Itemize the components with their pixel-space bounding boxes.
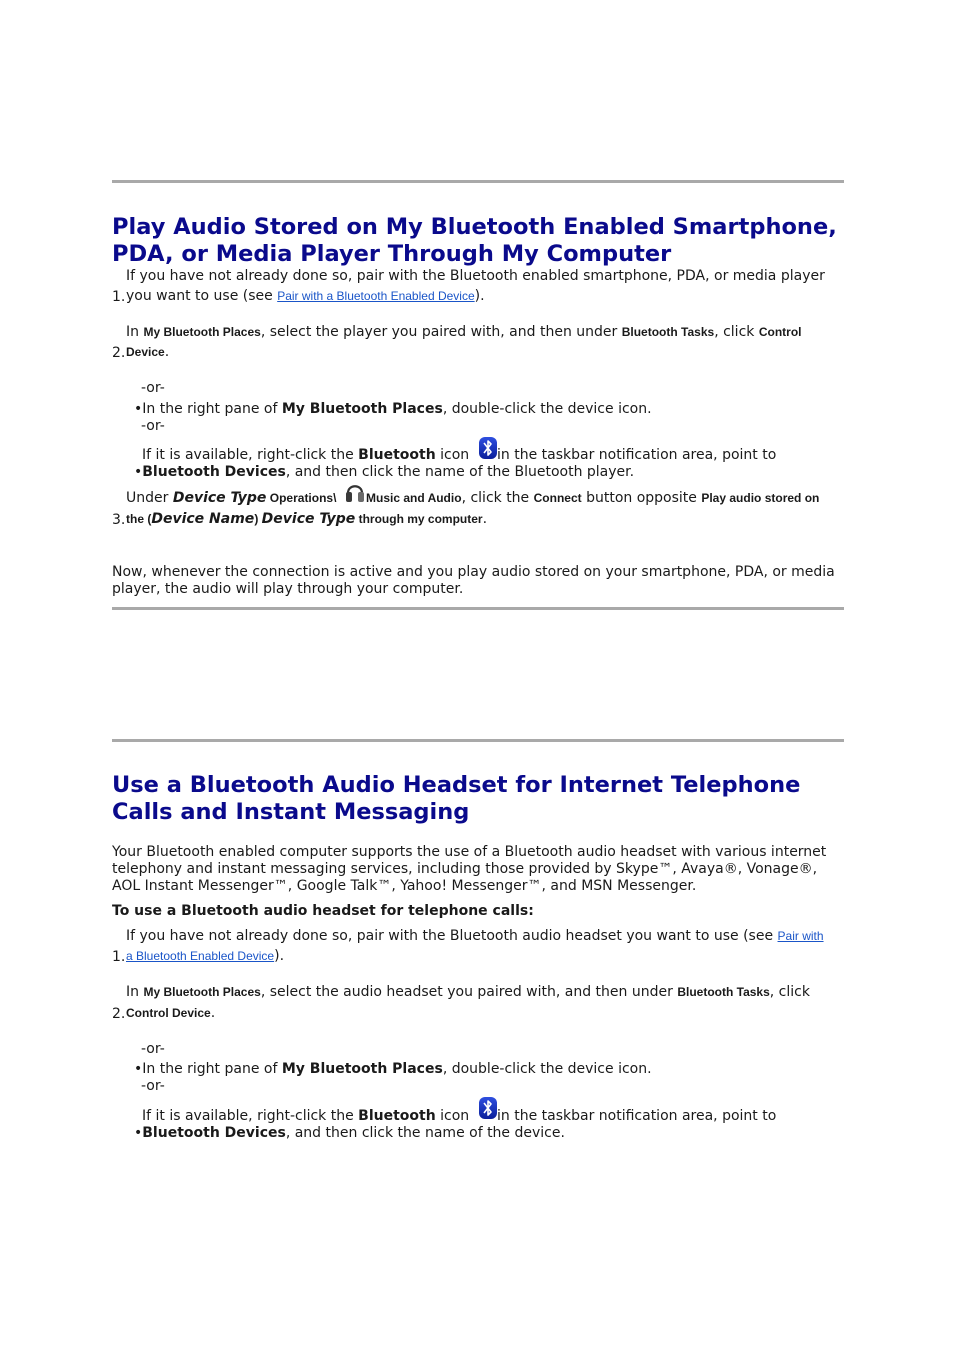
step3-line-a-start: Under Device Type Operations\	[126, 490, 337, 506]
section-title-play-audio: Play Audio Stored on My Bluetooth Enabled Smartphone, PDA, or Media Player Through My Computer	[112, 214, 837, 267]
s2-bullet-taskbar-line-a: If it is available, right-click the Bluetooth icon	[142, 1108, 470, 1124]
step2-line-a: In My Bluetooth Places, select the player you paired with, and then under Bluetooth Tasks, click Control	[126, 324, 802, 340]
bullet-taskbar-line-a-post: in the taskbar notification area, point to	[497, 447, 777, 463]
bullet-taskbar-line-a: If it is available, right-click the Bluetooth icon	[142, 447, 470, 463]
step3-line-a-end: Music and Audio, click the Connect button opposite Play audio stored on	[366, 490, 820, 506]
step1-number: 1.	[112, 289, 126, 305]
s2-bullet-right-pane: •In the right pane of My Bluetooth Places, double-click the device icon.	[134, 1061, 652, 1077]
or-separator: -or-	[141, 380, 165, 396]
or-separator: -or-	[141, 1078, 165, 1094]
s2-step1-line-b: a Bluetooth Enabled Device).	[126, 948, 285, 964]
intro-line-c: AOL Instant Messenger™, Google Talk™, Yahoo! Messenger™, and MSN Messenger.	[112, 878, 697, 894]
pair-device-link[interactable]: a Bluetooth Enabled Device	[126, 949, 275, 963]
or-separator: -or-	[141, 1041, 165, 1057]
pair-device-link[interactable]: Pair with	[777, 929, 824, 943]
step3-number: 3.	[112, 512, 126, 528]
subheading: To use a Bluetooth audio headset for telephone calls:	[112, 903, 534, 919]
or-separator: -or-	[141, 418, 165, 434]
step1-line-a: If you have not already done so, pair with the Bluetooth enabled smartphone, PDA, or media player	[126, 268, 825, 284]
s2-bullet-taskbar-line-b: •Bluetooth Devices, and then click the name of the device.	[134, 1125, 565, 1141]
s2-step1-number: 1.	[112, 949, 126, 965]
top-divider	[112, 180, 844, 183]
step3-line-b: the (Device Name) Device Type through my computer.	[126, 511, 488, 527]
bullet-right-pane: •In the right pane of My Bluetooth Places, double-click the device icon.	[134, 401, 652, 417]
bluetooth-icon	[479, 1097, 497, 1119]
bullet-taskbar-line-b: •Bluetooth Devices, and then click the name of the Bluetooth player.	[134, 464, 635, 480]
headphones-icon	[344, 479, 366, 505]
s2-step2-line-b: Control Device.	[126, 1005, 216, 1021]
bluetooth-icon	[479, 437, 497, 459]
section-title-headset: Use a Bluetooth Audio Headset for Internet Telephone Calls and Instant Messaging	[112, 772, 801, 825]
pair-device-link[interactable]: Pair with a Bluetooth Enabled Device	[277, 289, 475, 303]
section1-bottom-divider	[112, 607, 844, 610]
s2-step1-line-a: If you have not already done so, pair with the Bluetooth audio headset you want to use (see Pair with	[126, 928, 824, 944]
s2-bullet-taskbar-line-a-post: in the taskbar notification area, point to	[497, 1108, 777, 1124]
section2-top-divider	[112, 739, 844, 742]
s2-step2-number: 2.	[112, 1006, 126, 1022]
step2-line-b: Device.	[126, 344, 170, 360]
step2-number: 2.	[112, 345, 126, 361]
summary-line-b: player, the audio will play through your computer.	[112, 581, 464, 597]
intro-line-a: Your Bluetooth enabled computer supports the use of a Bluetooth audio headset with various internet	[112, 844, 827, 860]
s2-step2-line-a: In My Bluetooth Places, select the audio headset you paired with, and then under Bluetooth Tasks, click	[126, 984, 810, 1000]
intro-line-b: telephony and instant messaging services, including those provided by Skype™, Avaya®, Vonage®,	[112, 861, 818, 877]
summary-line-a: Now, whenever the connection is active and you play audio stored on your smartphone, PDA, or media	[112, 564, 835, 580]
step1-line-b: you want to use (see Pair with a Bluetooth Enabled Device).	[126, 288, 485, 304]
